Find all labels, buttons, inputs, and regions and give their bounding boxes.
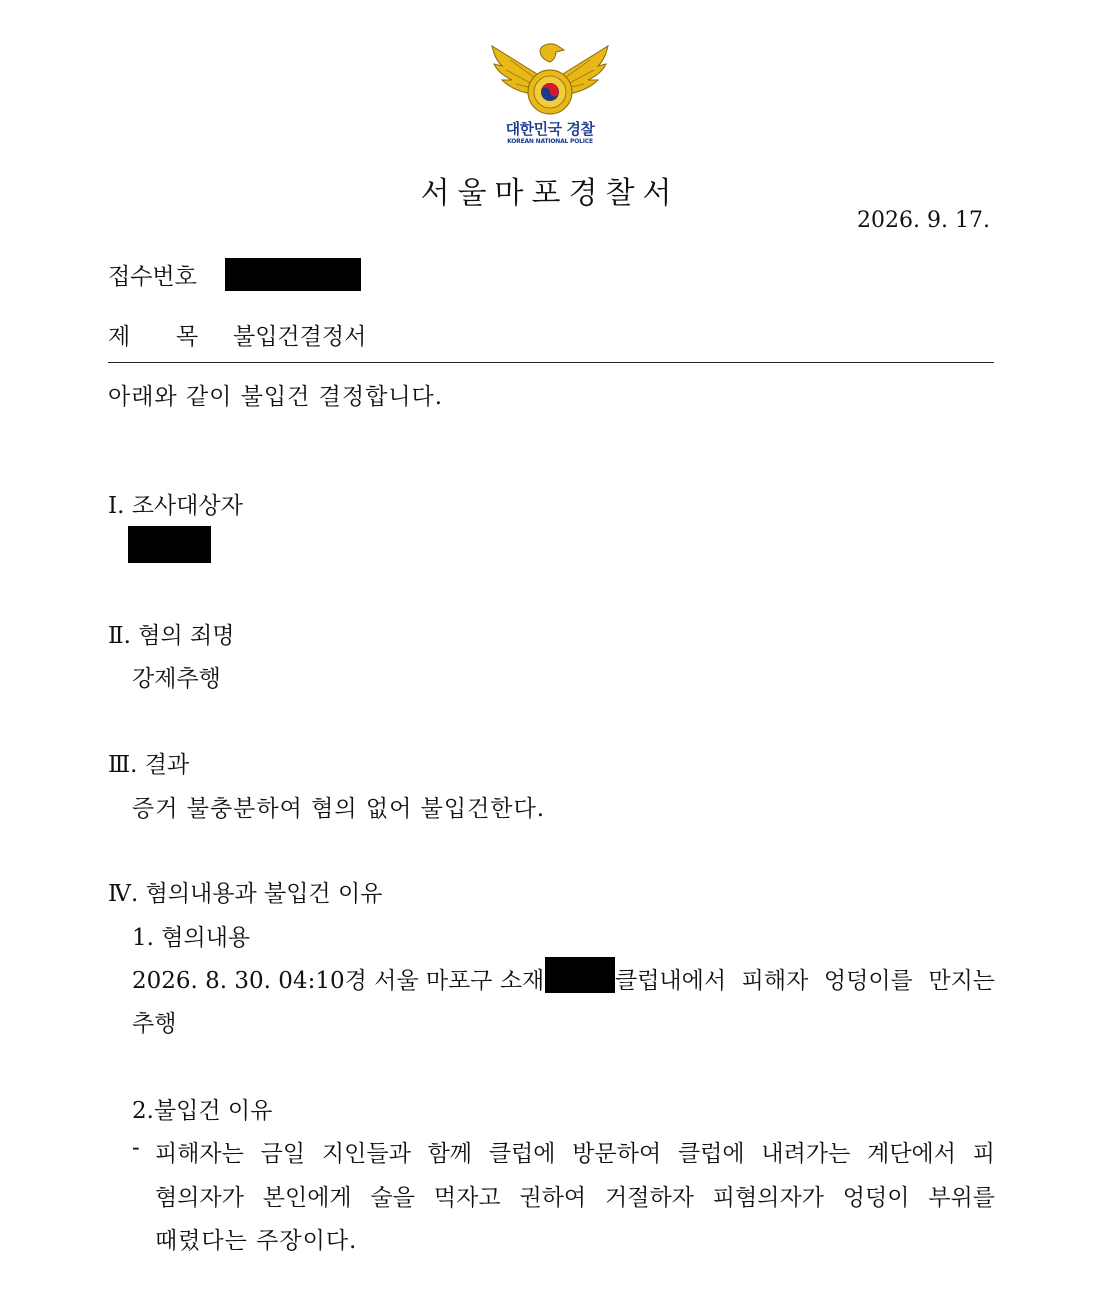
section-3-heading: Ⅲ. 결과	[108, 752, 190, 778]
emblem-subtitle: KOREAN NATIONAL POLICE	[507, 138, 593, 145]
subject-label-1: 제	[108, 324, 131, 350]
reason-heading: 2.불입건 이유	[132, 1098, 273, 1124]
allegation-heading: 1. 혐의내용	[132, 925, 251, 951]
reason-line-1: 피해자는 금일 지인들과 함께 클럽에 방문하여 클럽에 내려가는 계단에서 피	[155, 1141, 995, 1167]
charge-name: 강제추행	[132, 666, 221, 692]
eagle-emblem-icon	[480, 40, 620, 120]
intro-text: 아래와 같이 불입건 결정합니다.	[108, 384, 444, 410]
subject-person-redaction	[128, 526, 211, 563]
result-text: 증거 불충분하여 혐의 없어 불입건한다.	[132, 796, 546, 822]
police-emblem	[480, 40, 620, 150]
section-2-heading: Ⅱ. 혐의 죄명	[108, 623, 235, 649]
club-name-redaction	[545, 957, 615, 993]
allegation-line-1-b: 클럽내에서 피해자 엉덩이를 만지는	[615, 968, 995, 994]
reason-line-2: 혐의자가 본인에게 술을 먹자고 권하여 거절하자 피혐의자가 엉덩이 부위를	[155, 1185, 995, 1211]
receipt-number-redaction	[225, 258, 361, 291]
station-title: 서울마포경찰서	[420, 176, 680, 211]
reason-dash: -	[132, 1135, 140, 1161]
emblem-title: 대한민국 경찰	[505, 120, 595, 138]
receipt-number-label: 접수번호	[108, 264, 197, 290]
subject-label-2: 목	[176, 324, 199, 350]
allegation-line-2: 추행	[132, 1011, 177, 1037]
section-1-heading: Ⅰ. 조사대상자	[108, 493, 243, 519]
allegation-line-1-a: 2026. 8. 30. 04:10경 서울 마포구 소재	[132, 968, 545, 994]
document-date: 2026. 9. 17.	[857, 208, 990, 233]
subject-value: 불입건결정서	[233, 324, 367, 350]
section-4-heading: Ⅳ. 혐의내용과 불입건 이유	[108, 881, 383, 907]
reason-line-3: 때렸다는 주장이다.	[155, 1228, 358, 1254]
header-divider	[108, 362, 994, 363]
